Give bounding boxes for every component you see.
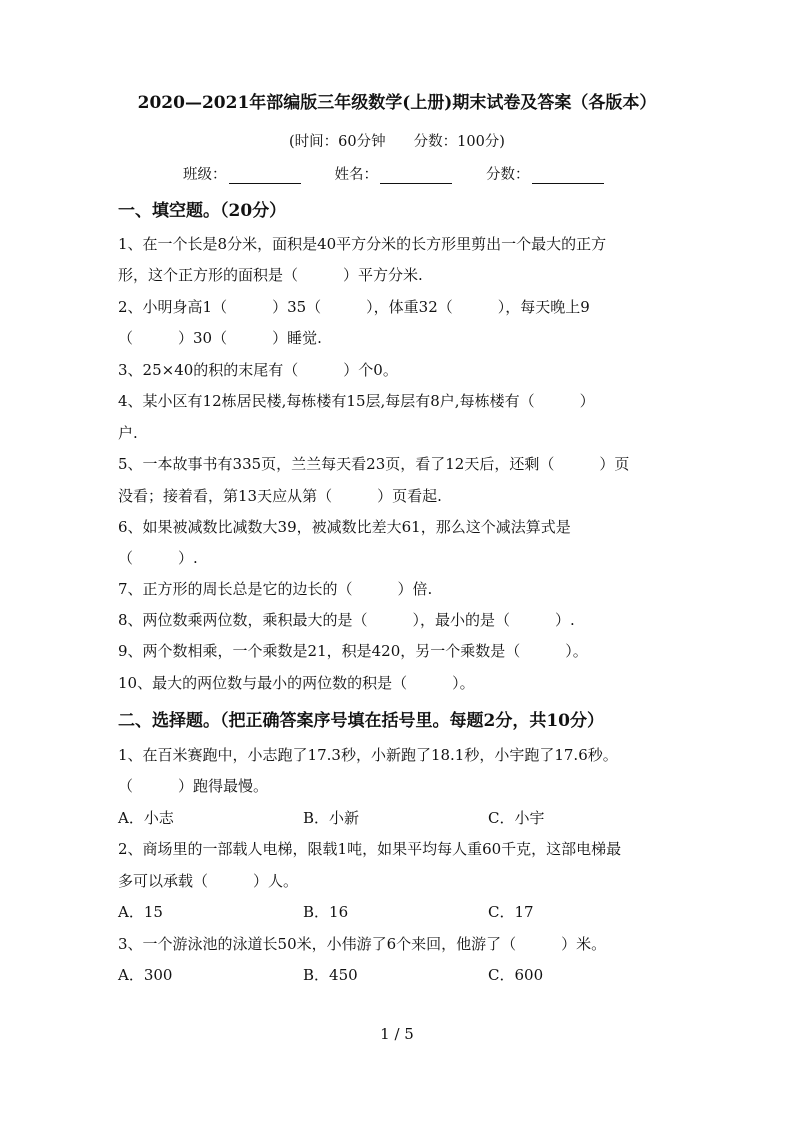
question-line: 2、商场里的一部载人电梯，限载1吨，如果平均每人重60千克，这部电梯最 (118, 840, 622, 858)
name-field[interactable] (335, 163, 453, 184)
section-choice-heading: 二、选择题。（把正确答案序号填在括号里。每题2分，共10分） (118, 711, 604, 731)
exam-title: 2020—2021年部编版三年级数学(上册)期末试卷及答案（各版本） (137, 93, 657, 113)
question-line: 7、正方形的周长总是它的边长的（ ）倍. (118, 580, 433, 598)
option-c[interactable]: C．小宇 (488, 809, 545, 827)
option-b[interactable]: B．小新 (303, 809, 360, 827)
score-label: 分数： (486, 166, 530, 183)
question-line: 5、一本故事书有335页，兰兰每天看23页，看了12天后，还剩（ ）页 (118, 455, 630, 473)
name-label: 姓名： (334, 166, 378, 183)
score-field[interactable] (486, 163, 604, 184)
question-line: （ ）30（ ）睡觉. (118, 329, 322, 347)
exam-time: (时间：60分钟 (289, 134, 386, 150)
class-blank[interactable] (229, 169, 301, 184)
section-fill-in-heading: 一、填空题。（20分） (118, 201, 287, 221)
question-line: 形，这个正方形的面积是（ ）平方分米. (118, 266, 423, 284)
question-line: 6、如果被减数比减数大39，被减数比差大61，那么这个减法算式是 (118, 518, 571, 536)
question-line: 户. (118, 424, 138, 442)
class-field[interactable] (183, 163, 301, 184)
option-a[interactable]: A．15 (118, 903, 163, 921)
exam-info (0, 130, 794, 151)
option-a[interactable]: A．300 (118, 966, 173, 984)
student-fields (183, 162, 638, 184)
question-line: 10、最大的两位数与最小的两位数的积是（ ）。 (118, 674, 475, 692)
question-line: 8、两位数乘两位数，乘积最大的是（ ），最小的是（ ）. (118, 611, 575, 629)
score-blank[interactable] (532, 169, 604, 184)
name-blank[interactable] (380, 169, 452, 184)
option-b[interactable]: B．450 (303, 966, 358, 984)
option-c[interactable]: C．600 (488, 966, 544, 984)
option-b[interactable]: B．16 (303, 903, 349, 921)
page-number: 1 / 5 (380, 1025, 414, 1043)
question-line: 1、在一个长是8分米，面积是40平方分米的长方形里剪出一个最大的正方 (118, 235, 607, 253)
option-c[interactable]: C．17 (488, 903, 534, 921)
question-line: （ ）. (118, 549, 198, 567)
class-label: 班级： (183, 166, 227, 183)
question-line: 4、某小区有12栋居民楼,每栋楼有15层,每层有8户,每栋楼有（ ） (118, 392, 595, 410)
question-line: 没看；接着看，第13天应从第（ ）页看起. (118, 487, 442, 505)
question-line: （ ）跑得最慢。 (118, 777, 269, 795)
question-line: 1、在百米赛跑中，小志跑了17.3秒，小新跑了18.1秒，小宇跑了17.6秒。 (118, 746, 618, 764)
option-a[interactable]: A．小志 (118, 809, 174, 827)
exam-total-score: 分数：100分) (413, 134, 505, 150)
question-line: 多可以承载（ ）人。 (118, 872, 299, 890)
question-line: 9、两个数相乘，一个乘数是21，积是420，另一个乘数是（ ）。 (118, 642, 588, 660)
question-line: 3、25×40的积的末尾有（ ）个0。 (118, 361, 398, 379)
question-line: 2、小明身高1（ ）35（ ），体重32（ ），每天晚上9 (118, 298, 590, 316)
question-line: 3、一个游泳池的泳道长50米，小伟游了6个来回，他游了（ ）米。 (118, 935, 607, 953)
